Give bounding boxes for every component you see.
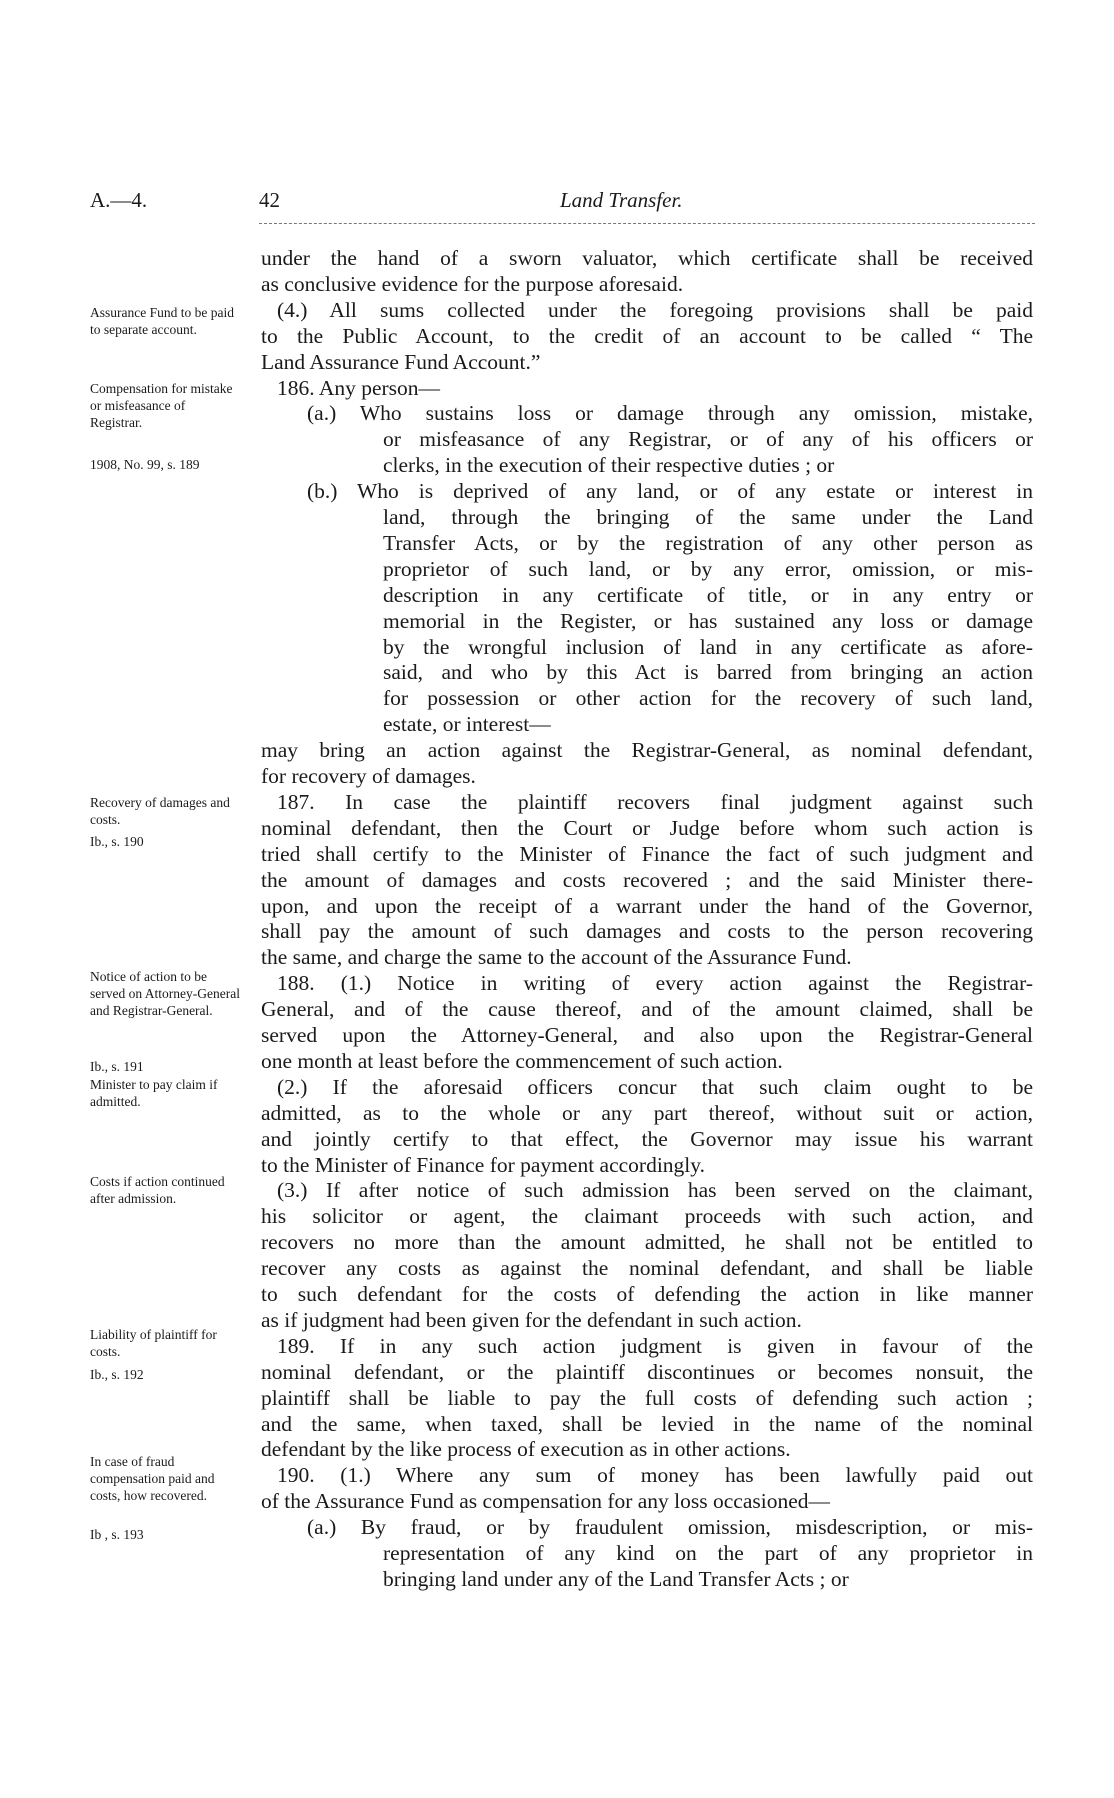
margin-note: In case of fraud compensation paid and costs, how recovered.	[90, 1454, 215, 1503]
text-line: representation of any kind on the part of any proprietor in	[383, 1541, 1033, 1565]
text-line: plaintiff shall be liable to pay the full costs of defending such action ;	[261, 1385, 1033, 1410]
text-line: may bring an action against the Registrar-General, as nominal defendant,	[261, 738, 1033, 763]
margin-note: Notice of action to be served on Attorney-General and Registrar-General.	[90, 969, 240, 1018]
text-line: nominal defendant, or the plaintiff discontinues or becomes nonsuit, the	[261, 1359, 1033, 1384]
text-line: memorial in the Register, or has sustained any loss or damage	[383, 608, 1033, 633]
text-line: or misfeasance of any Registrar, or of any of his officers or	[383, 427, 1033, 452]
text-line: proprietor of such land, or by any error, omission, or mis-	[383, 556, 1033, 581]
page-number: 42	[259, 188, 280, 212]
text-line: General, and of the cause thereof, and of the amount claimed, shall be	[261, 997, 1033, 1022]
text-line: said, and who by this Act is barred from bringing an action	[383, 660, 1033, 685]
text-line: nominal defendant, then the Court or Judge before whom such action is	[261, 815, 1033, 840]
text-line: for possession or other action for the recovery of such land,	[383, 686, 1033, 711]
margin-citation: Ib., s. 192	[90, 1367, 144, 1382]
text-line: his solicitor or agent, the claimant proceeds with such action, and	[261, 1204, 1033, 1229]
text-line: (b.) Who is deprived of any land, or of any estate or interest in	[307, 479, 1033, 504]
text-line: as if judgment had been given for the defendant in such action.	[261, 1307, 802, 1332]
text-line: and the same, when taxed, shall be levied in the name of the nominal	[261, 1411, 1033, 1436]
margin-citation: 1908, No. 99, s. 189	[90, 457, 200, 472]
margin-note: Liability of plaintiff for costs.	[90, 1327, 217, 1359]
text-line: shall pay the amount of such damages and costs to the person recovering	[261, 919, 1033, 944]
margin-note: Assurance Fund to be paid to separate account.	[90, 305, 234, 337]
margin-note: Recovery of damages and costs.	[90, 795, 230, 827]
text-line: defendant by the like process of execution as in other actions.	[261, 1437, 791, 1462]
text-line: recover any costs as against the nominal defendant, and shall be liable	[261, 1256, 1033, 1281]
text-line: the same, and charge the same to the account of the Assurance Fund.	[261, 945, 852, 970]
text-line: to the Public Account, to the credit of an account to be called “ The	[261, 323, 1033, 348]
text-line: and jointly certify to that effect, the Governor may issue his warrant	[261, 1126, 1033, 1151]
text-line: one month at least before the commencement of such action.	[261, 1048, 783, 1073]
text-line: served upon the Attorney-General, and also upon the Registrar-General	[261, 1023, 1033, 1047]
text-line: for recovery of damages.	[261, 764, 476, 788]
text-line: 189. If in any such action judgment is given in favour of the	[277, 1333, 1033, 1358]
text-line: description in any certificate of title, or in any entry or	[383, 582, 1033, 607]
margin-note: Compensation for mistake or misfeasance of Registrar.	[90, 381, 233, 430]
text-line: (2.) If the aforesaid officers concur that such claim ought to be	[277, 1074, 1033, 1099]
text-line: Transfer Acts, or by the registration of any other person as	[383, 530, 1033, 555]
text-line: 188. (1.) Notice in writing of every action against the Registrar-	[277, 971, 1033, 996]
margin-note: Costs if action continued after admission.	[90, 1174, 225, 1206]
text-line: by the wrongful inclusion of land in any certificate as afore-	[383, 634, 1033, 659]
header-rule	[259, 223, 1035, 224]
text-line: bringing land under any of the Land Transfer Acts ; or	[383, 1566, 849, 1591]
text-line: tried shall certify to the Minister of Finance the fact of such judgment and	[261, 841, 1033, 866]
text-line: upon, and upon the receipt of a warrant under the hand of the Governor,	[261, 893, 1033, 918]
document-code: A.—4.	[90, 188, 148, 212]
text-line: 187. In case the plaintiff recovers final judgment against such	[277, 789, 1033, 814]
margin-note: Minister to pay claim if admitted.	[90, 1077, 218, 1109]
margin-citation: Ib., s. 190	[90, 834, 144, 849]
text-line: 186. Any person—	[277, 375, 441, 400]
text-line: 190. (1.) Where any sum of money has been lawfully paid out	[277, 1463, 1033, 1488]
text-line: land, through the bringing of the same under the Land	[383, 505, 1033, 529]
text-line: the amount of damages and costs recovered ; and the said Minister there-	[261, 867, 1033, 892]
text-line: to the Minister of Finance for payment accordingly.	[261, 1152, 706, 1177]
running-title: Land Transfer.	[560, 188, 683, 212]
text-line: to such defendant for the costs of defending the action in like manner	[261, 1282, 1033, 1306]
text-line: (4.) All sums collected under the foregoing provisions shall be paid	[277, 297, 1033, 322]
text-line: (a.) Who sustains loss or damage through any omission, mistake,	[307, 401, 1033, 426]
text-line: as conclusive evidence for the purpose aforesaid.	[261, 271, 684, 296]
margin-citation: Ib , s. 193	[90, 1527, 144, 1542]
text-line: of the Assurance Fund as compensation for any loss occasioned—	[261, 1489, 831, 1514]
text-line: Land Assurance Fund Account.”	[261, 349, 541, 374]
text-line: estate, or interest—	[383, 712, 551, 737]
text-line: recovers no more than the amount admitted, he shall not be entitled to	[261, 1230, 1033, 1255]
margin-citation: Ib., s. 191	[90, 1059, 144, 1074]
text-line: admitted, as to the whole or any part thereof, without suit or action,	[261, 1100, 1033, 1125]
text-line: (3.) If after notice of such admission has been served on the claimant,	[277, 1178, 1033, 1203]
text-line: under the hand of a sworn valuator, which certificate shall be received	[261, 246, 1033, 270]
text-line: clerks, in the execution of their respective duties ; or	[383, 453, 835, 478]
text-line: (a.) By fraud, or by fraudulent omission, misdescription, or mis-	[307, 1515, 1033, 1540]
